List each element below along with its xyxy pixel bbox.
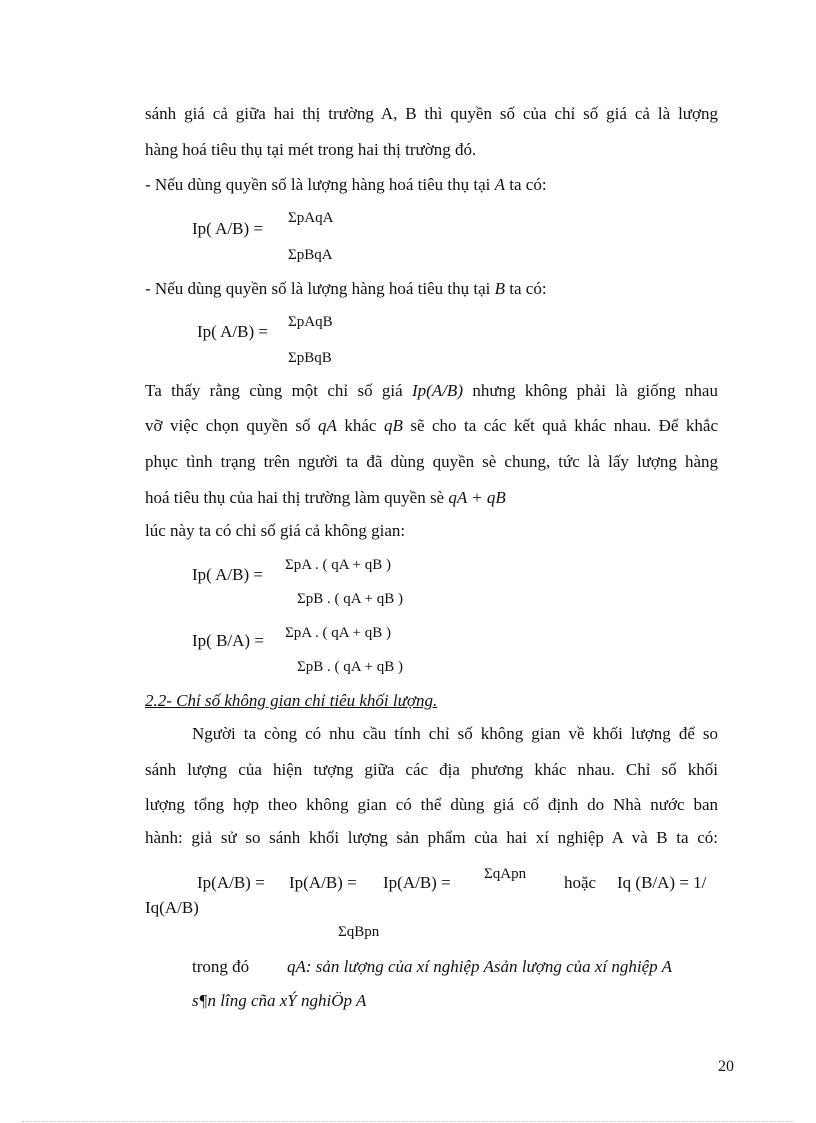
formula-lhs: Ip(A/B) = — [289, 873, 357, 892]
variable: B — [494, 279, 506, 298]
formula-numerator: ΣpAqB — [288, 314, 333, 330]
formula-numerator: ΣpA . ( qA + qB ) — [285, 557, 391, 573]
section-heading: 2.2- Chỉ số không gian chỉ tiêu khối lượng. — [145, 691, 438, 710]
formula-numerator: ΣpA . ( qA + qB ) — [285, 625, 391, 641]
text-span: hoá tiêu thụ của hai thị trường làm quyền sè — [145, 488, 449, 507]
variable: qA + qB — [448, 488, 506, 507]
text-span: ta có: — [505, 279, 547, 298]
definition-label: trong đó — [192, 957, 250, 976]
formula-numerator: ΣpAqA — [288, 210, 334, 226]
paragraph-line: sánh giá cả giữa hai thị trường A, B thì quyền số của chỉ số giá cả là lượng — [145, 104, 718, 123]
formula-denominator: ΣpB . ( qA + qB ) — [297, 659, 403, 675]
formula-continuation: Iq(A/B) — [145, 898, 199, 917]
formula-lhs: Ip(A/B) = — [197, 873, 265, 892]
formula-denominator: ΣpBqB — [288, 350, 332, 366]
formula-lhs: Ip(A/B) = — [383, 873, 451, 892]
formula-lhs: Ip( A/B) = — [192, 565, 263, 584]
paragraph-line — [145, 416, 718, 436]
formula-denominator: ΣpB . ( qA + qB ) — [297, 591, 403, 607]
paragraph-line: hành: giả sử so sánh khối lượng sản phẩm của hai xí nghiệp A và B ta có: — [145, 828, 718, 847]
formula-numerator: ΣqApn — [484, 866, 527, 882]
page-number: 20 — [718, 1058, 734, 1075]
paragraph-line — [145, 175, 547, 195]
paragraph-line — [145, 279, 547, 299]
paragraph-line: lượng tổng hợp theo không gian có thể dùng giá cố định do Nhà nước ban — [145, 795, 718, 814]
text-span: vỡ việc chọn quyền số — [145, 416, 318, 435]
formula-lhs: Ip( A/B) = — [197, 322, 268, 341]
paragraph-line: lúc này ta có chỉ số giá cả không gian: — [145, 521, 406, 540]
variable: A — [494, 175, 506, 194]
text-span: khác — [336, 416, 384, 435]
paragraph-line: sánh lượng của hiện tượng giữa các địa phương khác nhau. Chỉ số khối — [145, 760, 718, 779]
formula-denominator: ΣpBqA — [288, 247, 333, 263]
text-span: ta có: — [505, 175, 547, 194]
variable: Ip(A/B) — [412, 381, 463, 400]
definition-text: qA: sản lượng của xí nghiệp Asản lượng của xí nghiệp A — [287, 957, 672, 976]
variable: qB — [383, 416, 403, 435]
formula-connector: hoặc — [564, 873, 597, 892]
definition-text-garbled: s¶n lîng cña xÝ nghiÖp A — [192, 991, 367, 1010]
formula-lhs: Ip( A/B) = — [192, 219, 263, 238]
formula-denominator: ΣqBpn — [338, 924, 380, 940]
paragraph-line: phục tình trạng trên người ta đã dùng quyền sè chung, tức là lấy lượng hàng — [145, 452, 718, 471]
paragraph-line — [145, 488, 506, 508]
text-span: - Nếu dùng quyền số là lượng hàng hoá tiêu thụ tại — [145, 175, 495, 194]
variable: qA — [317, 416, 337, 435]
text-span: sẽ cho ta các kết quả khác nhau. Để khắc — [402, 416, 718, 435]
formula-rhs: Iq (B/A) = 1/ — [617, 873, 707, 892]
formula-lhs: Ip( B/A) = — [192, 631, 264, 650]
page-bottom-border — [22, 1121, 794, 1122]
text-span: nhưng không phải là giống nhau — [462, 381, 718, 400]
text-span: Ta thấy rằng cùng một chỉ số giá — [145, 381, 412, 400]
paragraph-line — [145, 381, 718, 401]
paragraph-line: hàng hoá tiêu thụ tại mét trong hai thị trường đó. — [145, 140, 477, 159]
text-span: - Nếu dùng quyền số là lượng hàng hoá tiêu thụ tại — [145, 279, 495, 298]
paragraph-line: Người ta còng có nhu cầu tính chỉ số không gian về khối lượng để so — [192, 724, 718, 743]
